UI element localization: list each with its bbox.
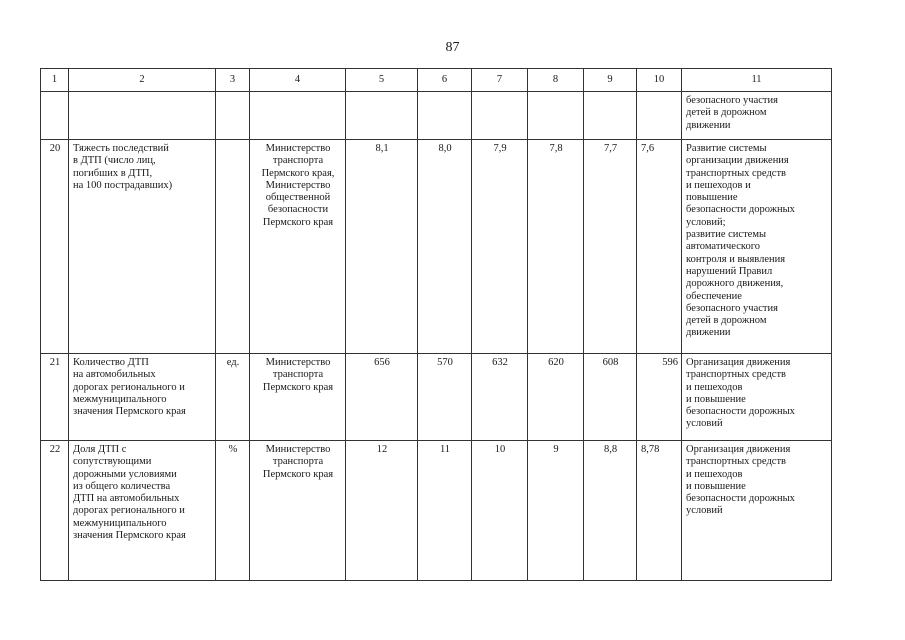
value-cell: 620: [528, 354, 584, 441]
table-row: [41, 441, 832, 581]
column-header: 11: [682, 69, 832, 92]
column-header: 10: [637, 69, 682, 92]
indicator-cell: Тяжесть последствий в ДТП (число лиц, погибших в ДТП, на 100 пострадавших): [69, 140, 216, 354]
value-cell: 8,8: [584, 441, 637, 581]
unit-cell: ед.: [216, 354, 250, 441]
value-cell: 12: [346, 441, 418, 581]
indicator-cell: Количество ДТП на автомобильных дорогах регионального и межмуниципального значения Пермского края: [69, 354, 216, 441]
value-cell: 656: [346, 354, 418, 441]
column-header: 3: [216, 69, 250, 92]
value-cell: 632: [472, 354, 528, 441]
value-cell: 7,9: [472, 140, 528, 354]
value-cell: 8,1: [346, 140, 418, 354]
value-cell: 7,7: [584, 140, 637, 354]
value-cell: 570: [418, 354, 472, 441]
column-header: 5: [346, 69, 418, 92]
column-header: 7: [472, 69, 528, 92]
value-cell: 7,8: [528, 140, 584, 354]
header-row: [41, 69, 832, 92]
indicators-table: [40, 68, 832, 581]
column-header: 1: [41, 69, 69, 92]
responsible-cell: Министерство транспорта Пермского края: [250, 441, 346, 581]
value-cell: 8,0: [418, 140, 472, 354]
value-cell: 8,78: [637, 441, 682, 581]
value-cell: 608: [584, 354, 637, 441]
value-cell: 596: [637, 354, 682, 441]
responsible-cell: Министерство транспорта Пермского края: [250, 354, 346, 441]
value-cell: 11: [418, 441, 472, 581]
indicator-cell: Доля ДТП с сопутствующими дорожными условиями из общего количества ДТП на автомобильных дорогах регионального и межмуниципального значения Пермского края: [69, 441, 216, 581]
page-number: 87: [445, 40, 460, 55]
table-row: [41, 354, 832, 441]
value-cell: 9: [528, 441, 584, 581]
column-header: 2: [69, 69, 216, 92]
column-header: 9: [584, 69, 637, 92]
table-row: [41, 140, 832, 354]
row-number: 21: [41, 354, 69, 441]
column-header: 8: [528, 69, 584, 92]
value-cell: 7,6: [637, 140, 682, 354]
unit-cell: %: [216, 441, 250, 581]
value-cell: 10: [472, 441, 528, 581]
measures-cell: Организация движения транспортных средств и пешеходов и повышение безопасности дорожных условий: [682, 354, 832, 441]
unit-cell: [216, 140, 250, 354]
row-number: 20: [41, 140, 69, 354]
column-header: 4: [250, 69, 346, 92]
measures-cell: Развитие системы организации движения транспортных средств и пешеходов и повышение безопасности дорожных условий; развитие системы автоматического контроля и выявления нарушений Правил дорожного движения, обеспечение безопасного участия детей в дорожном движении: [682, 140, 832, 354]
continuation-row: [41, 92, 832, 140]
measures-cell: Организация движения транспортных средств и пешеходов и повышение безопасности дорожных условий: [682, 441, 832, 581]
column-header: 6: [418, 69, 472, 92]
row-number: 22: [41, 441, 69, 581]
responsible-cell: Министерство транспорта Пермского края, Министерство общественной безопасности Пермского края: [250, 140, 346, 354]
measures-cell: безопасного участия детей в дорожном движении: [682, 92, 832, 140]
